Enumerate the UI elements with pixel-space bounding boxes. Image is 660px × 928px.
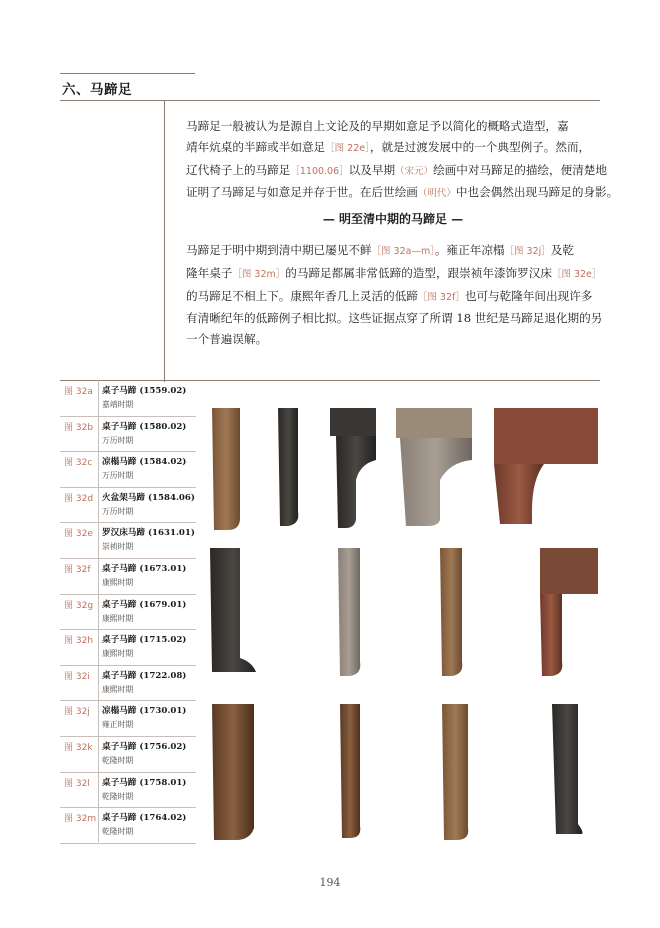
section-title: 六、马蹄足 bbox=[62, 82, 132, 98]
text-line: 马蹄足一般被认为是源自上文论及的早期如意足予以简化的概略式造型，嘉 bbox=[186, 119, 569, 133]
figure-period: 康熙时期 bbox=[102, 684, 134, 694]
legend-row bbox=[60, 772, 196, 809]
foot-photo-b bbox=[278, 408, 298, 526]
text-line: 证明了马蹄足与如意足并存于世。在后世绘画（明代）中也会偶然出现马蹄足的身影。 bbox=[186, 185, 619, 200]
legend-row bbox=[60, 594, 196, 631]
figure-period: 康熙时期 bbox=[102, 578, 134, 587]
foot-photo-f bbox=[210, 548, 256, 672]
text-line: 一个普遍误解。 bbox=[186, 332, 268, 347]
figure-label: 图 32m bbox=[64, 814, 97, 825]
era-ref: （宋元） bbox=[395, 165, 434, 177]
text-line: 的马蹄足不相上下。康熙年香几上灵活的低蹄［图 32f］也可与乾隆年间出现许多 bbox=[186, 288, 593, 303]
figure-ref: ［图 32m］ bbox=[232, 268, 286, 280]
figure-period: 万历时期 bbox=[102, 471, 134, 481]
foot-photo-l bbox=[442, 704, 468, 840]
foot-photo-g bbox=[338, 548, 360, 676]
figure-name: 桌子马蹄 (1756.02) bbox=[102, 742, 187, 752]
legend-divider bbox=[98, 380, 99, 842]
legend-row bbox=[60, 700, 196, 737]
figure-label: 图 32b bbox=[64, 422, 94, 433]
legend-row bbox=[60, 736, 196, 773]
figure-name: 桌子马蹄 (1722.08) bbox=[102, 670, 187, 681]
figure-period: 万历时期 bbox=[102, 435, 134, 445]
foot-photo-m bbox=[552, 704, 583, 834]
text-line: 马蹄足于明中期到清中期已屡见不鲜［图 32a—m］。雍正年凉榻［图 32j］及乾 bbox=[186, 243, 574, 257]
text-line: 靖年炕桌的半蹄或半如意足［图 22e］，就是过渡发展中的一个典型例子。然而， bbox=[186, 139, 591, 154]
figure-name: 桌子马蹄 (1758.01) bbox=[102, 777, 187, 788]
figure-period: 乾隆时期 bbox=[102, 827, 134, 837]
figure-period: 崇祯时期 bbox=[102, 542, 134, 552]
text-line: 有清晰纪年的低蹄例子相比拟。这些证据点穿了所谓 18 世纪是马蹄足退化期的另 bbox=[186, 311, 603, 326]
figure-period: 乾隆时期 bbox=[102, 791, 134, 801]
legend-row bbox=[60, 558, 196, 595]
figure-period: 万历时期 bbox=[102, 506, 134, 516]
legend-row bbox=[60, 416, 196, 453]
legend-row bbox=[60, 665, 196, 702]
era-ref: （明代） bbox=[417, 188, 456, 200]
figure-name: 桌子马蹄 (1764.02) bbox=[102, 813, 187, 824]
margin-rule bbox=[164, 100, 165, 382]
foot-photo-d bbox=[396, 408, 472, 526]
figure-label: 图 32a bbox=[64, 387, 93, 397]
legend-row bbox=[60, 380, 196, 417]
figure-ref: ［1100.06］ bbox=[290, 165, 349, 177]
figure-period: 雍正时期 bbox=[102, 720, 134, 730]
foot-photo-a bbox=[212, 408, 240, 530]
figure-label: 图 32d bbox=[64, 493, 94, 504]
text-line: 隆年桌子［图 32m］的马蹄足都属非常低蹄的造型，跟崇祯年漆饰罗汉床［图 32e］ bbox=[186, 265, 602, 280]
figure-label: 图 32i bbox=[64, 671, 90, 682]
figure-ref: ［图 32a—m］ bbox=[371, 246, 435, 257]
paragraph-2 bbox=[186, 240, 603, 350]
top-rule bbox=[60, 73, 195, 74]
figure-name: 桌子马蹄 (1559.02) bbox=[102, 386, 187, 396]
foot-photo-h bbox=[440, 548, 462, 676]
figure-label: 图 32f bbox=[64, 565, 91, 575]
text-line: 辽代椅子上的马蹄足［1100.06］以及早期（宋元）绘画中对马蹄足的描绘，便清楚地 bbox=[186, 162, 607, 177]
figure-label: 图 32g bbox=[64, 600, 94, 611]
legend-row bbox=[60, 451, 196, 488]
figure-ref: ［图 32j］ bbox=[504, 246, 551, 257]
foot-photo-c bbox=[330, 408, 376, 528]
figure-name: 桌子马蹄 (1715.02) bbox=[102, 635, 187, 646]
foot-photo-e bbox=[494, 408, 598, 524]
page-number: 194 bbox=[319, 876, 341, 889]
figure-label: 图 32e bbox=[64, 529, 93, 540]
figure-label: 图 32l bbox=[64, 778, 90, 789]
figure-label: 图 32j bbox=[64, 707, 90, 718]
figure-name: 凉榻马蹄 (1730.01) bbox=[102, 706, 187, 717]
paragraph-1 bbox=[186, 116, 619, 205]
legend-row bbox=[60, 487, 196, 524]
figure-period: 康熙时期 bbox=[102, 613, 134, 623]
photo-grid bbox=[200, 400, 600, 850]
figure-period: 康熙时期 bbox=[102, 649, 134, 659]
figure-ref: ［图 32e］ bbox=[551, 268, 602, 280]
legend-row bbox=[60, 522, 196, 559]
figure-ref: ［图 32f］ bbox=[417, 291, 465, 303]
subheading: — 明至清中期的马蹄足 — bbox=[322, 212, 464, 226]
foot-photo-j bbox=[212, 704, 254, 840]
figure-name: 凉榻马蹄 (1584.02) bbox=[102, 457, 187, 468]
figure-ref: ［图 22e］ bbox=[325, 142, 370, 154]
foot-photo-k bbox=[340, 704, 360, 838]
figure-name: 罗汉床马蹄 (1631.01) bbox=[102, 528, 195, 539]
figure-label: 图 32k bbox=[64, 743, 93, 753]
figure-label: 图 32h bbox=[64, 636, 94, 647]
foot-photo-i bbox=[540, 548, 598, 676]
figure-name: 桌子马蹄 (1673.01) bbox=[102, 564, 187, 574]
figure-name: 桌子马蹄 (1679.01) bbox=[102, 599, 187, 610]
figure-name: 桌子马蹄 (1580.02) bbox=[102, 421, 187, 432]
header-rule bbox=[60, 100, 600, 101]
legend-row bbox=[60, 629, 196, 666]
legend-row bbox=[60, 807, 196, 844]
figure-name: 火盆架马蹄 (1584.06) bbox=[102, 492, 195, 503]
figure-period: 乾隆时期 bbox=[102, 756, 134, 765]
figure-label: 图 32c bbox=[64, 458, 93, 469]
figure-period: 嘉靖时期 bbox=[102, 400, 134, 409]
